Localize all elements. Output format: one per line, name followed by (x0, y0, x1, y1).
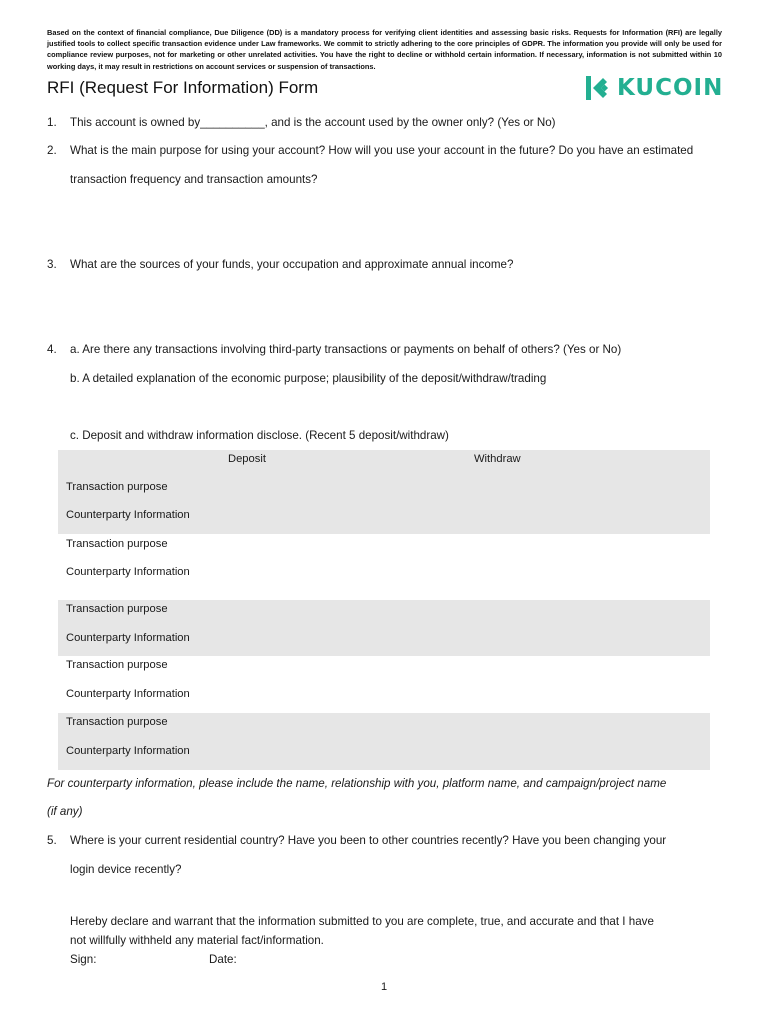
row-label-counterparty: Counterparty Information (66, 632, 190, 644)
withdraw-header: Withdraw (474, 453, 521, 465)
kucoin-logo-icon (583, 73, 613, 103)
q4-number: 4. (47, 343, 57, 356)
row-label-transaction-purpose: Transaction purpose (66, 659, 168, 671)
row-label-counterparty: Counterparty Information (66, 509, 190, 521)
q2-text-line1: What is the main purpose for using your account? How will you use your account in the future? Do you have an estimated (70, 144, 694, 157)
q3-text: What are the sources of your funds, your occupation and approximate annual income? (70, 258, 514, 271)
kucoin-logo (583, 72, 723, 104)
declaration-line1: Hereby declare and warrant that the information submitted to you are complete, true, and accurate and that I have (70, 915, 654, 928)
q3-number: 3. (47, 258, 57, 271)
q1-text: This account is owned by__________, and is the account used by the owner only? (Yes or No) (70, 116, 556, 129)
row-label-transaction-purpose: Transaction purpose (66, 538, 168, 550)
q5-text-line1: Where is your current residential country? Have you been to other countries recently? Have you been changing your (70, 834, 667, 847)
row-label-transaction-purpose: Transaction purpose (66, 716, 168, 728)
page-title: RFI (Request For Information) Form (47, 78, 319, 97)
counterparty-note-line2: (if any) (47, 805, 83, 818)
row-label-transaction-purpose: Transaction purpose (66, 481, 168, 493)
date-label: Date: (209, 953, 237, 966)
q1-number: 1. (47, 116, 57, 129)
q5-text-line2: login device recently? (70, 863, 182, 876)
q4c-text: c. Deposit and withdraw information disclose. (Recent 5 deposit/withdraw) (70, 429, 449, 442)
q2-text-line2: transaction frequency and transaction amounts? (70, 173, 318, 186)
row-label-counterparty: Counterparty Information (66, 566, 190, 578)
q4a-text: a. Are there any transactions involving third-party transactions or payments on behalf of others? (Yes or No) (70, 343, 622, 356)
declaration-line2: not willfully withheld any material fact/information. (70, 934, 324, 947)
row-label-counterparty: Counterparty Information (66, 688, 190, 700)
q5-number: 5. (47, 834, 57, 847)
logo-wordmark: KUCOIN (617, 75, 724, 101)
sign-label: Sign: (70, 953, 97, 966)
row-label-counterparty: Counterparty Information (66, 745, 190, 757)
counterparty-note-line1: For counterparty information, please include the name, relationship with you, platform name, and campaign/project name (47, 777, 667, 790)
q4b-text: b. A detailed explanation of the economic purpose; plausibility of the deposit/withdraw/trading (70, 372, 547, 385)
row-label-transaction-purpose: Transaction purpose (66, 603, 168, 615)
deposit-header: Deposit (228, 453, 266, 465)
page-number: 1 (381, 981, 388, 993)
disclaimer-text: Based on the context of financial compliance, Due Diligence (DD) is a mandatory process for verifying client identities and assessing basic risks. Requests for Information (RFI) are legally justified tools to collect specific transaction evidence under Law frameworks. We commit to strictly adhering to the core principles of GDPR. The information you provide will only be used for compliance review purposes, not for marketing or other unrelated activities. You have the right to decline or withhold certain information. If necessary, information is not submitted within 10 working days, it may result in restrictions on account services or suspension of transactions. (47, 28, 722, 71)
q2-number: 2. (47, 144, 57, 157)
